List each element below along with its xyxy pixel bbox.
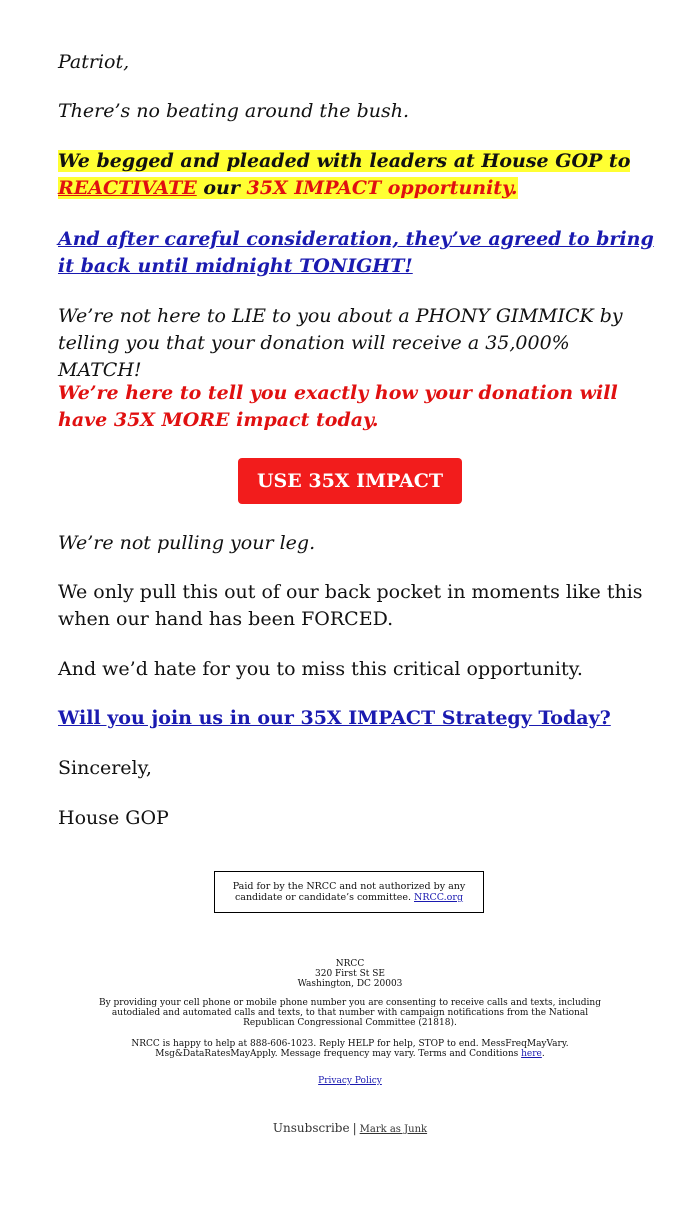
nrcc-org-link[interactable]: NRCC.org	[414, 892, 464, 903]
red-paragraph: We’re here to tell you exactly how your donation will have 35X MORE impact today.	[58, 382, 618, 431]
help-text: NRCC is happy to help at 888-606-1023. Reply HELP for help, STOP to end. MessFreqMayVary. Msg&DataRatesMayApply. Message frequency may vary. Terms and Conditions	[131, 1039, 569, 1059]
org-name: NRCC	[335, 959, 365, 969]
address-block	[95, 959, 605, 989]
separator: |	[352, 1121, 357, 1135]
address-line-2: Washington, DC 20003	[297, 979, 403, 989]
blue-paragraph	[58, 226, 658, 280]
pulling-leg-line: We’re not pulling your leg.	[58, 532, 316, 554]
terms-here-link[interactable]: here	[521, 1049, 542, 1059]
impact-opportunity-text: 35X IMPACT opportunity.	[246, 177, 518, 199]
paid-for-disclaimer	[214, 871, 484, 913]
back-pocket-paragraph: We only pull this out of our back pocket in moments like this when our hand has been FORCED.	[58, 581, 643, 630]
mark-as-junk-link[interactable]: Mark as Junk	[359, 1124, 428, 1135]
phony-gimmick-paragraph: We’re not here to LIE to you about a PHONY GIMMICK by telling you that your donation will receive a 35,000% MATCH!	[58, 305, 623, 381]
reactivate-text: REACTIVATE	[58, 177, 197, 199]
miss-opportunity-line: And we’d hate for you to miss this critical opportunity.	[58, 658, 583, 680]
signoff: Sincerely,	[58, 757, 152, 779]
sms-consent-text: By providing your cell phone or mobile phone number you are consenting to receive calls and texts, including autodialed and automated calls and texts, to that number with campaign notifications from the National Republican Congressional Committee (21818).	[98, 998, 601, 1028]
join-paragraph	[58, 705, 658, 732]
use-35x-impact-button[interactable]: USE 35X IMPACT	[238, 458, 462, 504]
disclaimer-text: Paid for by the NRCC and not authorized by any candidate or candidate’s committee.	[232, 881, 466, 903]
help-text-end: .	[541, 1049, 545, 1059]
signature: House GOP	[58, 807, 169, 829]
help-text-block	[95, 1039, 605, 1059]
highlighted-paragraph	[58, 148, 658, 202]
opening-line: There’s no beating around the bush.	[58, 100, 410, 122]
midnight-link[interactable]: And after careful consideration, they’ve agreed to bring it back until midnight TONIGHT!	[58, 228, 654, 277]
join-strategy-link[interactable]: Will you join us in our 35X IMPACT Strategy Today?	[58, 707, 611, 729]
unsubscribe-link[interactable]: Unsubscribe	[272, 1121, 350, 1135]
unsubscribe-row	[0, 1121, 700, 1135]
privacy-block	[95, 1076, 605, 1086]
privacy-policy-link[interactable]: Privacy Policy	[318, 1076, 382, 1086]
greeting: Patriot,	[58, 51, 130, 73]
address-line-1: 320 First St SE	[315, 969, 385, 979]
highlight-text-a: We begged and pleaded with leaders at House GOP to	[58, 150, 631, 172]
highlight-text-c: our	[196, 177, 247, 199]
